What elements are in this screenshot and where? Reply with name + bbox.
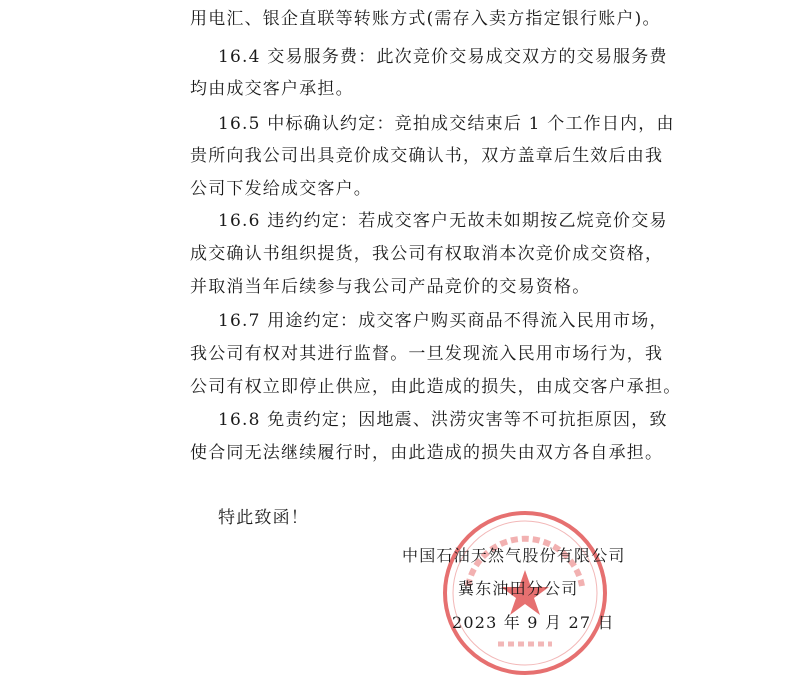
- closing-line: 特此致函！: [218, 508, 309, 528]
- signature-date: 2023 年 9 月 27 日: [452, 613, 615, 632]
- paragraph-line: 16.8 免责约定；因地震、洪涝灾害等不可抗拒原因，致: [218, 410, 668, 430]
- paragraph-line: 并取消当年后续参与我公司产品竞价的交易资格。: [190, 277, 591, 297]
- paragraph-line: 成交确认书组织提货，我公司有权取消本次竞价成交资格，: [190, 244, 664, 264]
- signature-company: 中国石油天然气股份有限公司: [402, 546, 626, 565]
- paragraph-line: 16.4 交易服务费：此次竞价交易成交双方的交易服务费: [218, 47, 668, 67]
- paragraph-line: 16.5 中标确认约定：竞拍成交结束后 1 个工作日内，由: [218, 114, 675, 134]
- paragraph-line: 使合同无法继续履行时，由此造成的损失由双方各自承担。: [190, 443, 664, 463]
- paragraph-line: 均由成交客户承担。: [190, 79, 354, 99]
- paragraph-line: 用电汇、银企直联等转账方式(需存入卖方指定银行账户)。: [190, 9, 661, 29]
- paragraph-line: 16.7 用途约定：成交客户购买商品不得流入民用市场，: [218, 311, 668, 331]
- paragraph-line: 贵所向我公司出具竞价成交确认书，双方盖章后生效后由我: [190, 146, 664, 166]
- paragraph-line: 公司下发给成交客户。: [190, 179, 372, 199]
- paragraph-line: 公司有权立即停止供应，由此造成的损失，由成交客户承担。: [190, 377, 682, 397]
- paragraph-line: 我公司有权对其进行监督。一旦发现流入民用市场行为，我: [190, 344, 664, 364]
- paragraph-line: 16.6 违约约定：若成交客户无故未如期按乙烷竞价交易: [218, 211, 668, 231]
- signature-branch: 冀东油田分公司: [458, 579, 579, 598]
